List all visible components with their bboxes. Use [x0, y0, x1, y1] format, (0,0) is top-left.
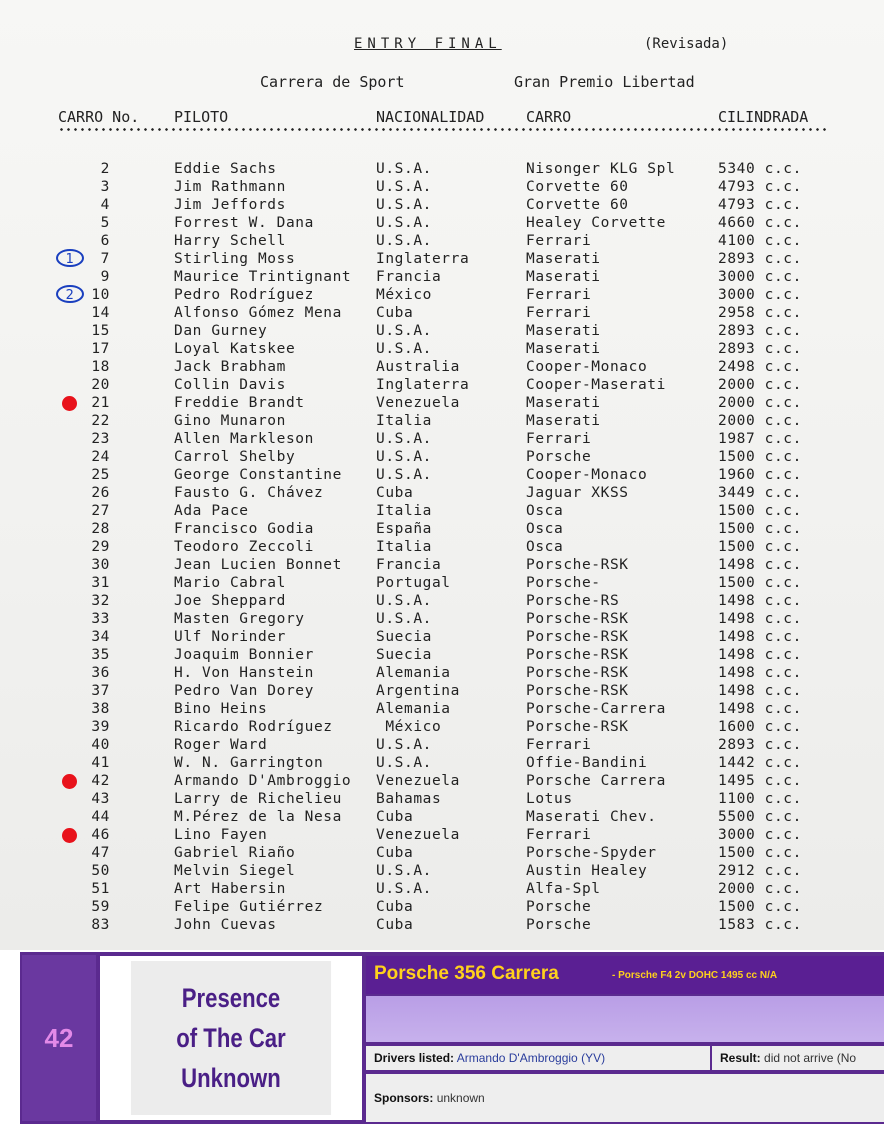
- table-row: [0, 394, 884, 412]
- displacement-cell: 1500 c.c.: [718, 575, 802, 591]
- race-class: Carrera de Sport: [260, 73, 405, 91]
- nationality-cell: Venezuela: [376, 827, 460, 843]
- driver-cell: Masten Gregory: [174, 611, 305, 627]
- driver-cell: Melvin Siegel: [174, 863, 296, 879]
- car-number-cell: 7: [100, 251, 110, 267]
- car-number-cell: 37: [91, 683, 110, 699]
- car-cell: Cooper-Monaco: [526, 467, 648, 483]
- nationality-cell: Cuba: [376, 305, 414, 321]
- driver-cell: Gino Munaron: [174, 413, 286, 429]
- car-cell: Porsche-RSK: [526, 647, 629, 663]
- car-cell: Offie-Bandini: [526, 755, 648, 771]
- nationality-cell: Portugal: [376, 575, 451, 591]
- result-row: [712, 1046, 884, 1070]
- table-row: [0, 250, 884, 268]
- car-cell: Alfa-Spl: [526, 881, 601, 897]
- table-row: [0, 844, 884, 862]
- car-number-cell: 23: [91, 431, 110, 447]
- displacement-cell: 4793 c.c.: [718, 179, 802, 195]
- car-number-cell: 36: [91, 665, 110, 681]
- displacement-cell: 1500 c.c.: [718, 539, 802, 555]
- car-number-cell: 44: [91, 809, 110, 825]
- driver-cell: Art Habersin: [174, 881, 286, 897]
- displacement-cell: 1498 c.c.: [718, 647, 802, 663]
- table-row: [0, 376, 884, 394]
- car-model-title: Porsche 356 Carrera: [374, 963, 559, 984]
- car-cell: Maserati: [526, 341, 601, 357]
- car-image-placeholder: [100, 956, 362, 1120]
- driver-cell: Francisco Godia: [174, 521, 314, 537]
- car-number-cell: 17: [91, 341, 110, 357]
- car-number-cell: 18: [91, 359, 110, 375]
- driver-cell: Joe Sheppard: [174, 593, 286, 609]
- image-text-line: Unknown: [181, 1063, 281, 1093]
- image-unknown-notice: [131, 961, 331, 1115]
- car-cell: Osca: [526, 503, 564, 519]
- car-cell: Healey Corvette: [526, 215, 666, 231]
- table-row: [0, 430, 884, 448]
- car-number-cell: 83: [91, 917, 110, 933]
- driver-cell: Lino Fayen: [174, 827, 268, 843]
- nationality-cell: U.S.A.: [376, 449, 432, 465]
- displacement-cell: 1583 c.c.: [718, 917, 802, 933]
- nationality-cell: Argentina: [376, 683, 460, 699]
- displacement-cell: 2893 c.c.: [718, 323, 802, 339]
- displacement-cell: 2000 c.c.: [718, 377, 802, 393]
- displacement-cell: 1100 c.c.: [718, 791, 802, 807]
- nationality-cell: Alemania: [376, 701, 451, 717]
- car-number-cell: 3: [100, 179, 110, 195]
- displacement-cell: 1495 c.c.: [718, 773, 802, 789]
- table-row: [0, 556, 884, 574]
- nationality-cell: Cuba: [376, 899, 414, 915]
- nationality-cell: Italia: [376, 503, 432, 519]
- red-dot-marker: [62, 774, 77, 789]
- nationality-cell: Francia: [376, 269, 442, 285]
- displacement-cell: 1498 c.c.: [718, 629, 802, 645]
- nationality-cell: Cuba: [376, 845, 414, 861]
- table-row: [0, 484, 884, 502]
- driver-cell: Jim Jeffords: [174, 197, 286, 213]
- car-cell: Jaguar XKSS: [526, 485, 629, 501]
- table-row: [0, 880, 884, 898]
- displacement-cell: 1500 c.c.: [718, 899, 802, 915]
- displacement-cell: 2912 c.c.: [718, 863, 802, 879]
- car-cell: Porsche-RSK: [526, 557, 629, 573]
- car-cell: Porsche-Spyder: [526, 845, 657, 861]
- table-row: [0, 466, 884, 484]
- displacement-cell: 3449 c.c.: [718, 485, 802, 501]
- driver-cell: Forrest W. Dana: [174, 215, 314, 231]
- driver-cell: Maurice Trintignant: [174, 269, 352, 285]
- car-number-cell: 46: [91, 827, 110, 843]
- image-text-line: Presence: [181, 983, 281, 1013]
- driver-cell: Felipe Gutiérrez: [174, 899, 324, 915]
- revision-note: (Revisada): [644, 36, 729, 52]
- table-row: [0, 502, 884, 520]
- car-cell: Cooper-Monaco: [526, 359, 648, 375]
- displacement-cell: 2000 c.c.: [718, 881, 802, 897]
- table-row: [0, 772, 884, 790]
- table-row: [0, 862, 884, 880]
- car-cell: Ferrari: [526, 305, 592, 321]
- car-cell: Nisonger KLG Spl: [526, 161, 676, 177]
- displacement-cell: 1500 c.c.: [718, 449, 802, 465]
- car-number-cell: 20: [91, 377, 110, 393]
- car-cell: Porsche-RS: [526, 593, 620, 609]
- car-number-cell: 42: [91, 773, 110, 789]
- displacement-cell: 1498 c.c.: [718, 557, 802, 573]
- displacement-cell: 2000 c.c.: [718, 413, 802, 429]
- driver-cell: Roger Ward: [174, 737, 268, 753]
- sponsors-value: unknown: [436, 1091, 485, 1105]
- car-cell: Porsche-RSK: [526, 683, 629, 699]
- table-row: [0, 448, 884, 466]
- table-row: [0, 232, 884, 250]
- car-number-cell: 31: [91, 575, 110, 591]
- table-row: [0, 178, 884, 196]
- nationality-cell: U.S.A.: [376, 431, 432, 447]
- displacement-cell: 1987 c.c.: [718, 431, 802, 447]
- nationality-cell: Italia: [376, 539, 432, 555]
- nationality-cell: U.S.A.: [376, 215, 432, 231]
- car-cell: Porsche-: [526, 575, 601, 591]
- driver-cell: Gabriel Riaño: [174, 845, 296, 861]
- table-row: [0, 538, 884, 556]
- column-header-car: CARRO: [526, 108, 572, 126]
- table-row: [0, 682, 884, 700]
- car-cell: Porsche-Carrera: [526, 701, 666, 717]
- image-text-line: of The Car: [176, 1023, 286, 1053]
- table-row: [0, 160, 884, 178]
- displacement-cell: 5500 c.c.: [718, 809, 802, 825]
- driver-cell: Armando D'Ambroggio: [174, 773, 352, 789]
- nationality-cell: U.S.A.: [376, 341, 432, 357]
- car-cell: Ferrari: [526, 431, 592, 447]
- car-number-cell: 41: [91, 755, 110, 771]
- table-row: [0, 808, 884, 826]
- car-number-cell: 50: [91, 863, 110, 879]
- displacement-cell: 2000 c.c.: [718, 395, 802, 411]
- car-cell: Osca: [526, 539, 564, 555]
- driver-cell: Loyal Katskee: [174, 341, 296, 357]
- drivers-row: [366, 1046, 710, 1070]
- car-number-cell: 59: [91, 899, 110, 915]
- nationality-cell: U.S.A.: [376, 755, 432, 771]
- car-number-cell: 28: [91, 521, 110, 537]
- driver-cell: Pedro Van Dorey: [174, 683, 314, 699]
- displacement-cell: 1600 c.c.: [718, 719, 802, 735]
- car-cell: Corvette 60: [526, 179, 629, 195]
- table-row: [0, 304, 884, 322]
- circled-number-marker: 2: [56, 285, 84, 303]
- driver-cell: Alfonso Gómez Mena: [174, 305, 342, 321]
- result-value: did not arrive (No: [764, 1051, 857, 1065]
- car-number-cell: 24: [91, 449, 110, 465]
- result-label: Result:: [720, 1051, 761, 1065]
- entry-table: [0, 160, 884, 934]
- column-header-number: CARRO No.: [58, 108, 140, 126]
- driver-cell: Collin Davis: [174, 377, 286, 393]
- event-name: Gran Premio Libertad: [514, 73, 695, 91]
- car-number-cell: 39: [91, 719, 110, 735]
- nationality-cell: U.S.A.: [376, 179, 432, 195]
- displacement-cell: 4793 c.c.: [718, 197, 802, 213]
- nationality-cell: U.S.A.: [376, 611, 432, 627]
- displacement-cell: 1498 c.c.: [718, 683, 802, 699]
- displacement-cell: 1498 c.c.: [718, 611, 802, 627]
- car-number-cell: 9: [100, 269, 110, 285]
- nationality-cell: U.S.A.: [376, 233, 432, 249]
- car-cell: Maserati: [526, 251, 601, 267]
- driver-cell: Jean Lucien Bonnet: [174, 557, 342, 573]
- driver-cell: Dan Gurney: [174, 323, 268, 339]
- car-number-cell: 47: [91, 845, 110, 861]
- driver-link[interactable]: Armando D'Ambroggio (YV): [456, 1051, 606, 1065]
- sponsors-label: Sponsors:: [374, 1091, 434, 1105]
- car-cell: Porsche: [526, 899, 592, 915]
- table-row: [0, 574, 884, 592]
- car-number-cell: 22: [91, 413, 110, 429]
- circled-number-marker: 1: [56, 249, 84, 267]
- nationality-cell: Venezuela: [376, 395, 460, 411]
- nationality-cell: España: [376, 521, 432, 537]
- red-dot-marker: [62, 396, 77, 411]
- table-row: [0, 358, 884, 376]
- car-cell: Lotus: [526, 791, 573, 807]
- driver-cell: Ricardo Rodríguez: [174, 719, 333, 735]
- table-row: [0, 412, 884, 430]
- car-number-cell: 25: [91, 467, 110, 483]
- nationality-cell: Australia: [376, 359, 460, 375]
- driver-cell: Freddie Brandt: [174, 395, 305, 411]
- driver-cell: Larry de Richelieu: [174, 791, 342, 807]
- engine-spec: - Porsche F4 2v DOHC 1495 cc N/A: [612, 970, 778, 981]
- driver-cell: Bino Heins: [174, 701, 268, 717]
- nationality-cell: U.S.A.: [376, 737, 432, 753]
- table-row: [0, 286, 884, 304]
- table-row: [0, 700, 884, 718]
- document-title: ENTRY FINAL: [354, 36, 502, 52]
- car-cell: Ferrari: [526, 287, 592, 303]
- car-cell: Porsche-RSK: [526, 719, 629, 735]
- dotted-separator: [58, 128, 828, 131]
- car-number-cell: 27: [91, 503, 110, 519]
- red-dot-marker: [62, 828, 77, 843]
- displacement-cell: 1960 c.c.: [718, 467, 802, 483]
- displacement-cell: 4660 c.c.: [718, 215, 802, 231]
- driver-cell: Jack Brabham: [174, 359, 286, 375]
- car-number-cell: 30: [91, 557, 110, 573]
- nationality-cell: Inglaterra: [376, 251, 470, 267]
- decorative-band: [366, 996, 884, 1042]
- nationality-cell: U.S.A.: [376, 593, 432, 609]
- displacement-cell: 1500 c.c.: [718, 845, 802, 861]
- car-number: 42: [22, 955, 96, 1121]
- car-number-cell: 33: [91, 611, 110, 627]
- displacement-cell: 2893 c.c.: [718, 737, 802, 753]
- nationality-cell: México: [376, 287, 432, 303]
- table-row: [0, 592, 884, 610]
- car-cell: Maserati: [526, 413, 601, 429]
- driver-cell: George Constantine: [174, 467, 342, 483]
- car-number-cell: 34: [91, 629, 110, 645]
- table-row: [0, 790, 884, 808]
- column-header-nationality: NACIONALIDAD: [376, 108, 485, 126]
- car-cell: Maserati: [526, 269, 601, 285]
- car-cell: Porsche Carrera: [526, 773, 666, 789]
- table-row: [0, 916, 884, 934]
- car-number-cell: 51: [91, 881, 110, 897]
- car-number-cell: 43: [91, 791, 110, 807]
- displacement-cell: 2893 c.c.: [718, 251, 802, 267]
- displacement-cell: 1498 c.c.: [718, 665, 802, 681]
- displacement-cell: 1498 c.c.: [718, 701, 802, 717]
- car-cell: Maserati Chev.: [526, 809, 657, 825]
- car-number-cell: 5: [100, 215, 110, 231]
- car-cell: Ferrari: [526, 737, 592, 753]
- car-cell: Porsche: [526, 449, 592, 465]
- table-row: [0, 214, 884, 232]
- table-row: [0, 196, 884, 214]
- table-row: [0, 898, 884, 916]
- driver-cell: Fausto G. Chávez: [174, 485, 324, 501]
- car-number-cell: 29: [91, 539, 110, 555]
- driver-cell: Pedro Rodríguez: [174, 287, 314, 303]
- driver-cell: Eddie Sachs: [174, 161, 277, 177]
- driver-cell: H. Von Hanstein: [174, 665, 314, 681]
- car-number-cell: 32: [91, 593, 110, 609]
- displacement-cell: 3000 c.c.: [718, 269, 802, 285]
- driver-cell: M.Pérez de la Nesa: [174, 809, 342, 825]
- driver-cell: John Cuevas: [174, 917, 277, 933]
- displacement-cell: 3000 c.c.: [718, 287, 802, 303]
- car-number-cell: 26: [91, 485, 110, 501]
- car-number-cell: 40: [91, 737, 110, 753]
- car-number-cell: 38: [91, 701, 110, 717]
- car-cell: Corvette 60: [526, 197, 629, 213]
- driver-cell: Harry Schell: [174, 233, 286, 249]
- displacement-cell: 5340 c.c.: [718, 161, 802, 177]
- driver-cell: Ulf Norinder: [174, 629, 286, 645]
- column-header-driver: PILOTO: [174, 108, 229, 126]
- nationality-cell: Francia: [376, 557, 442, 573]
- car-cell: Maserati: [526, 395, 601, 411]
- displacement-cell: 2958 c.c.: [718, 305, 802, 321]
- displacement-cell: 1500 c.c.: [718, 503, 802, 519]
- car-number-cell: 14: [91, 305, 110, 321]
- car-number-cell: 35: [91, 647, 110, 663]
- car-cell: Ferrari: [526, 827, 592, 843]
- table-row: [0, 322, 884, 340]
- car-number-cell: 4: [100, 197, 110, 213]
- car-cell: Osca: [526, 521, 564, 537]
- nationality-cell: Bahamas: [376, 791, 442, 807]
- column-header-displacement: CILINDRADA: [718, 108, 809, 126]
- driver-cell: Stirling Moss: [174, 251, 296, 267]
- car-number-cell: 21: [91, 395, 110, 411]
- nationality-cell: U.S.A.: [376, 881, 432, 897]
- nationality-cell: U.S.A.: [376, 197, 432, 213]
- drivers-label: Drivers listed:: [374, 1051, 455, 1065]
- nationality-cell: Inglaterra: [376, 377, 470, 393]
- table-row: [0, 754, 884, 772]
- driver-cell: Carrol Shelby: [174, 449, 296, 465]
- car-number-cell: 10: [91, 287, 110, 303]
- table-row: [0, 718, 884, 736]
- table-row: [0, 610, 884, 628]
- nationality-cell: U.S.A.: [376, 161, 432, 177]
- sponsors-row: [366, 1074, 884, 1122]
- table-row: [0, 628, 884, 646]
- nationality-cell: Cuba: [376, 809, 414, 825]
- nationality-cell: U.S.A.: [376, 323, 432, 339]
- table-row: [0, 646, 884, 664]
- table-row: [0, 520, 884, 538]
- nationality-cell: Cuba: [376, 485, 414, 501]
- displacement-cell: 2893 c.c.: [718, 341, 802, 357]
- driver-cell: Joaquim Bonnier: [174, 647, 314, 663]
- car-number-cell: 6: [100, 233, 110, 249]
- table-row: [0, 826, 884, 844]
- displacement-cell: 2498 c.c.: [718, 359, 802, 375]
- displacement-cell: 1442 c.c.: [718, 755, 802, 771]
- car-cell: Porsche-RSK: [526, 665, 629, 681]
- displacement-cell: 1500 c.c.: [718, 521, 802, 537]
- driver-cell: Teodoro Zeccoli: [174, 539, 314, 555]
- displacement-cell: 1498 c.c.: [718, 593, 802, 609]
- nationality-cell: Cuba: [376, 917, 414, 933]
- car-number-cell: 2: [100, 161, 110, 177]
- car-number-cell: 15: [91, 323, 110, 339]
- car-cell: Porsche-RSK: [526, 611, 629, 627]
- nationality-cell: México: [376, 719, 442, 735]
- displacement-cell: 4100 c.c.: [718, 233, 802, 249]
- table-row: [0, 340, 884, 358]
- driver-cell: Allen Markleson: [174, 431, 314, 447]
- nationality-cell: Suecia: [376, 629, 432, 645]
- table-row: [0, 736, 884, 754]
- displacement-cell: 3000 c.c.: [718, 827, 802, 843]
- nationality-cell: U.S.A.: [376, 467, 432, 483]
- nationality-cell: Alemania: [376, 665, 451, 681]
- car-cell: Austin Healey: [526, 863, 648, 879]
- driver-cell: W. N. Garrington: [174, 755, 324, 771]
- nationality-cell: Suecia: [376, 647, 432, 663]
- table-row: [0, 268, 884, 286]
- car-title-bar: [366, 956, 884, 994]
- driver-cell: Mario Cabral: [174, 575, 286, 591]
- car-cell: Porsche: [526, 917, 592, 933]
- table-row: [0, 664, 884, 682]
- nationality-cell: Italia: [376, 413, 432, 429]
- car-cell: Cooper-Maserati: [526, 377, 666, 393]
- car-cell: Maserati: [526, 323, 601, 339]
- car-cell: Porsche-RSK: [526, 629, 629, 645]
- car-cell: Ferrari: [526, 233, 592, 249]
- driver-cell: Ada Pace: [174, 503, 249, 519]
- nationality-cell: Venezuela: [376, 773, 460, 789]
- nationality-cell: U.S.A.: [376, 863, 432, 879]
- driver-cell: Jim Rathmann: [174, 179, 286, 195]
